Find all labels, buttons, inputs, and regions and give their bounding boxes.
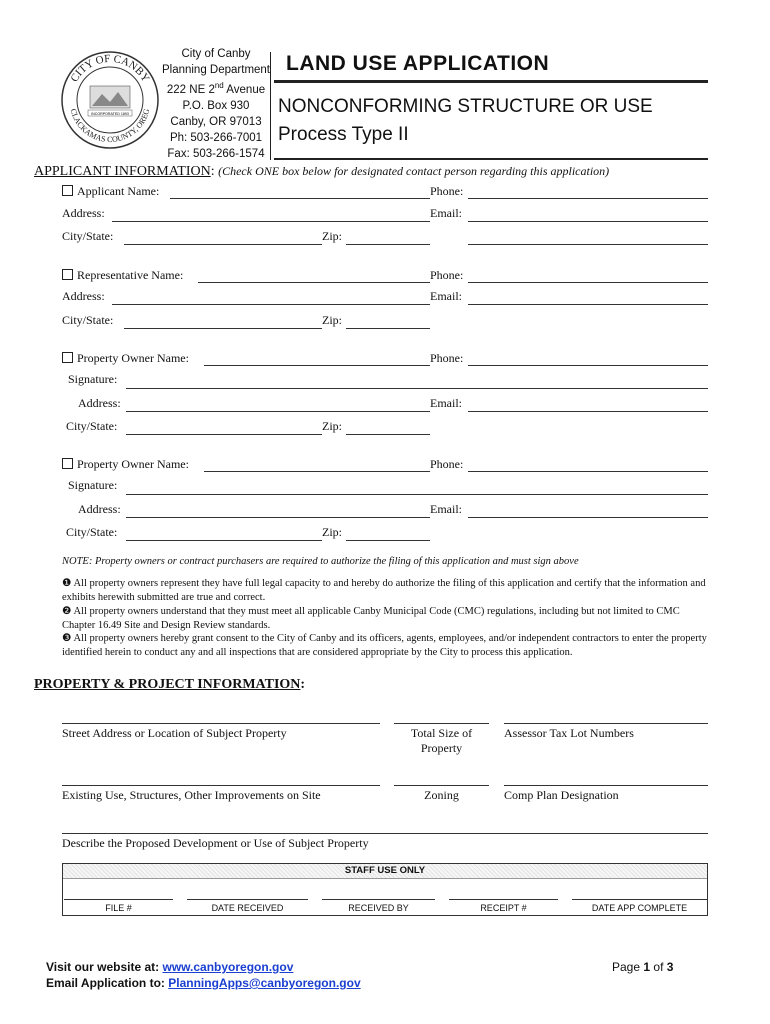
zoning-field[interactable] (394, 785, 489, 786)
email-link[interactable]: PlanningApps@canbyoregon.gov (168, 976, 361, 990)
representative-phone-label: Phone: (430, 268, 464, 282)
applicant-checkbox[interactable] (62, 185, 73, 196)
contact-line: Canby, OR 97013 (170, 115, 262, 128)
svg-text:CITY OF CANBY: CITY OF CANBY (68, 52, 152, 85)
comp-plan-label: Comp Plan Designation (504, 788, 619, 802)
file-number-label: FILE # (105, 903, 132, 913)
representative-name-label: Representative Name: (77, 268, 184, 282)
date-received-field[interactable] (187, 899, 308, 900)
consent-item-3 (62, 632, 712, 660)
owner1-email-field[interactable] (468, 411, 708, 412)
owner2-name-field[interactable] (204, 471, 430, 472)
total-size-label: Total Size of Property (410, 726, 473, 755)
email-label: Email Application to (46, 976, 161, 990)
applicant-zip-label: Zip: (322, 229, 342, 243)
consent-marker-3: ❸ (62, 633, 72, 644)
owner2-city-field[interactable] (126, 540, 322, 541)
website-label: Visit our website at: (46, 960, 160, 974)
applicant-email-field[interactable] (468, 221, 708, 222)
applicant-phone-field[interactable] (468, 198, 708, 199)
owner1-checkbox[interactable] (62, 352, 73, 363)
zoning-label: Zoning (424, 788, 459, 802)
applicant-instruction: (Check ONE box below for designated contact person regarding this application) (218, 164, 610, 178)
street-address-field[interactable] (62, 723, 380, 724)
representative-zip-field[interactable] (346, 328, 430, 329)
date-app-complete-label: DATE APP COMPLETE (591, 903, 688, 913)
form-title: LAND USE APPLICATION (286, 52, 550, 75)
contact-line: Fax: 503-266-1574 (167, 147, 265, 160)
existing-use-field[interactable] (62, 785, 380, 786)
owner1-phone-field[interactable] (468, 365, 708, 366)
city-seal (60, 50, 160, 150)
representative-email-field[interactable] (468, 304, 708, 305)
applicant-address-field[interactable] (112, 221, 430, 222)
owner2-zip-label: Zip: (322, 525, 342, 539)
owner1-zip-label: Zip: (322, 419, 342, 433)
describe-field[interactable] (62, 833, 708, 834)
owner1-city-label: City/State: (66, 419, 118, 433)
file-number-field[interactable] (64, 899, 173, 900)
applicant-name-field[interactable] (170, 198, 430, 199)
consent-text-1: All property owners represent they have full legal capacity to and hereby do authorize the filing of this application and certify that the information and exhibits herewith submitted are true and correct. (62, 578, 706, 603)
owner2-city-label: City/State: (66, 525, 118, 539)
tax-lot-field[interactable] (504, 723, 708, 724)
consent-text-2: All property owners understand that they must meet all applicable Canby Municipal Code (CMC) regulations, including but not limited to CMC Chapter 16.49 Site and Design Review standards. (62, 606, 680, 631)
representative-phone-field[interactable] (468, 282, 708, 283)
owner2-phone-field[interactable] (468, 471, 708, 472)
page-of: of (653, 960, 664, 974)
page-prefix: Page (612, 960, 641, 974)
owner1-name-field[interactable] (204, 365, 430, 366)
owner1-signature-field[interactable] (126, 388, 708, 389)
owner1-signature-label: Signature: (68, 372, 118, 386)
staff-use-title: STAFF USE ONLY (344, 865, 426, 876)
owner1-zip-field[interactable] (346, 434, 430, 435)
website-row (46, 960, 293, 974)
page-number (612, 960, 673, 974)
header-rule (274, 158, 708, 160)
receipt-number-field[interactable] (449, 899, 558, 900)
owner1-name-label: Property Owner Name: (77, 351, 189, 365)
owner2-name-label: Property Owner Name: (77, 457, 189, 471)
owner1-checkbox-row (62, 351, 189, 366)
contact-line: City of Canby (181, 48, 251, 60)
consent-item-2 (62, 605, 712, 633)
contact-line: Ph: 503-266-7001 (169, 131, 263, 144)
owner2-email-field[interactable] (468, 517, 708, 518)
owner1-email-label: Email: (430, 396, 462, 410)
representative-checkbox-row (62, 268, 183, 283)
contact-line: P.O. Box 930 (182, 99, 250, 112)
representative-city-field[interactable] (124, 328, 322, 329)
title-rule (274, 80, 708, 83)
owner-note: NOTE: Property owners or contract purchasers are required to authorize the filing of this application and must sign above (62, 556, 579, 567)
owner2-checkbox-row (62, 457, 189, 472)
vertical-rule (270, 52, 271, 160)
applicant-heading-row: APPLICANT INFORMATION: (Check ONE box below for designated contact person regarding this application) (34, 164, 610, 179)
owner2-address-label: Address: (78, 502, 121, 516)
owner1-address-label: Address: (78, 396, 121, 410)
property-heading: PROPERTY & PROJECT INFORMATION (34, 677, 301, 692)
owner2-phone-label: Phone: (430, 457, 464, 471)
applicant-city-label: City/State: (62, 229, 114, 243)
applicant-city-field[interactable] (124, 244, 322, 245)
date-app-complete-field[interactable] (572, 899, 707, 900)
received-by-label: RECEIVED BY (348, 903, 409, 913)
applicant-zip-field[interactable] (346, 244, 430, 245)
representative-address-label: Address: (62, 289, 105, 303)
svg-text:CLACKAMAS COUNTY, OREG: CLACKAMAS COUNTY, OREG (68, 107, 152, 145)
owner2-zip-field[interactable] (346, 540, 430, 541)
website-link[interactable]: www.canbyoregon.gov (162, 960, 294, 974)
receipt-number-label: RECEIPT # (480, 903, 527, 913)
owner2-signature-field[interactable] (126, 494, 708, 495)
total-size-field[interactable] (394, 723, 489, 724)
received-by-field[interactable] (322, 899, 435, 900)
consent-text-3: All property owners hereby grant consent to the City of Canby and its officers, agents, employees, and/or independent contractors to enter the property identified herein to conduct any and all inspections that are considered appropriate by the City to process this application. (62, 633, 707, 658)
contact-block (158, 46, 274, 162)
contact-line: Planning Department (161, 64, 271, 76)
owner2-email-label: Email: (430, 502, 462, 516)
date-received-label: DATE RECEIVED (211, 903, 284, 913)
applicant-heading: APPLICANT INFORMATION (34, 164, 211, 179)
consent-marker-1: ❶ (62, 578, 72, 589)
representative-checkbox[interactable] (62, 269, 73, 280)
existing-use-label: Existing Use, Structures, Other Improvements on Site (62, 788, 321, 802)
tax-lot-label: Assessor Tax Lot Numbers (504, 726, 634, 740)
street-address-label: Street Address or Location of Subject Property (62, 726, 287, 740)
representative-zip-label: Zip: (322, 313, 342, 327)
process-type: Process Type II (278, 124, 409, 145)
owner2-checkbox[interactable] (62, 458, 73, 469)
applicant-extra-field[interactable] (468, 244, 708, 245)
representative-address-field[interactable] (112, 304, 430, 305)
applicant-name-label: Applicant Name: (77, 184, 160, 198)
owner1-address-field[interactable] (126, 411, 430, 412)
consent-marker-2: ❷ (62, 606, 72, 617)
page-current: 1 (643, 960, 651, 974)
representative-name-field[interactable] (198, 282, 430, 283)
applicant-email-label: Email: (430, 206, 462, 220)
representative-city-label: City/State: (62, 313, 114, 327)
applicant-checkbox-row (62, 184, 159, 199)
owner1-phone-label: Phone: (430, 351, 464, 365)
page-total: 3 (666, 960, 674, 974)
form-subtitle: NONCONFORMING STRUCTURE OR USE (278, 96, 653, 117)
applicant-address-label: Address: (62, 206, 105, 220)
owner2-signature-label: Signature: (68, 478, 118, 492)
email-row: Email Application to: PlanningApps@canbyoregon.gov (46, 976, 361, 990)
comp-plan-field[interactable] (504, 785, 708, 786)
representative-email-label: Email: (430, 289, 462, 303)
contact-line: 222 NE 2nd Avenue (166, 81, 266, 96)
applicant-phone-label: Phone: (430, 184, 464, 198)
owner1-city-field[interactable] (126, 434, 322, 435)
owner2-address-field[interactable] (126, 517, 430, 518)
consent-item-1 (62, 577, 712, 605)
property-heading-row: PROPERTY & PROJECT INFORMATION: (34, 677, 306, 692)
svg-text:INCORPORATED 1893: INCORPORATED 1893 (91, 112, 129, 116)
describe-label: Describe the Proposed Development or Use of Subject Property (62, 836, 369, 850)
